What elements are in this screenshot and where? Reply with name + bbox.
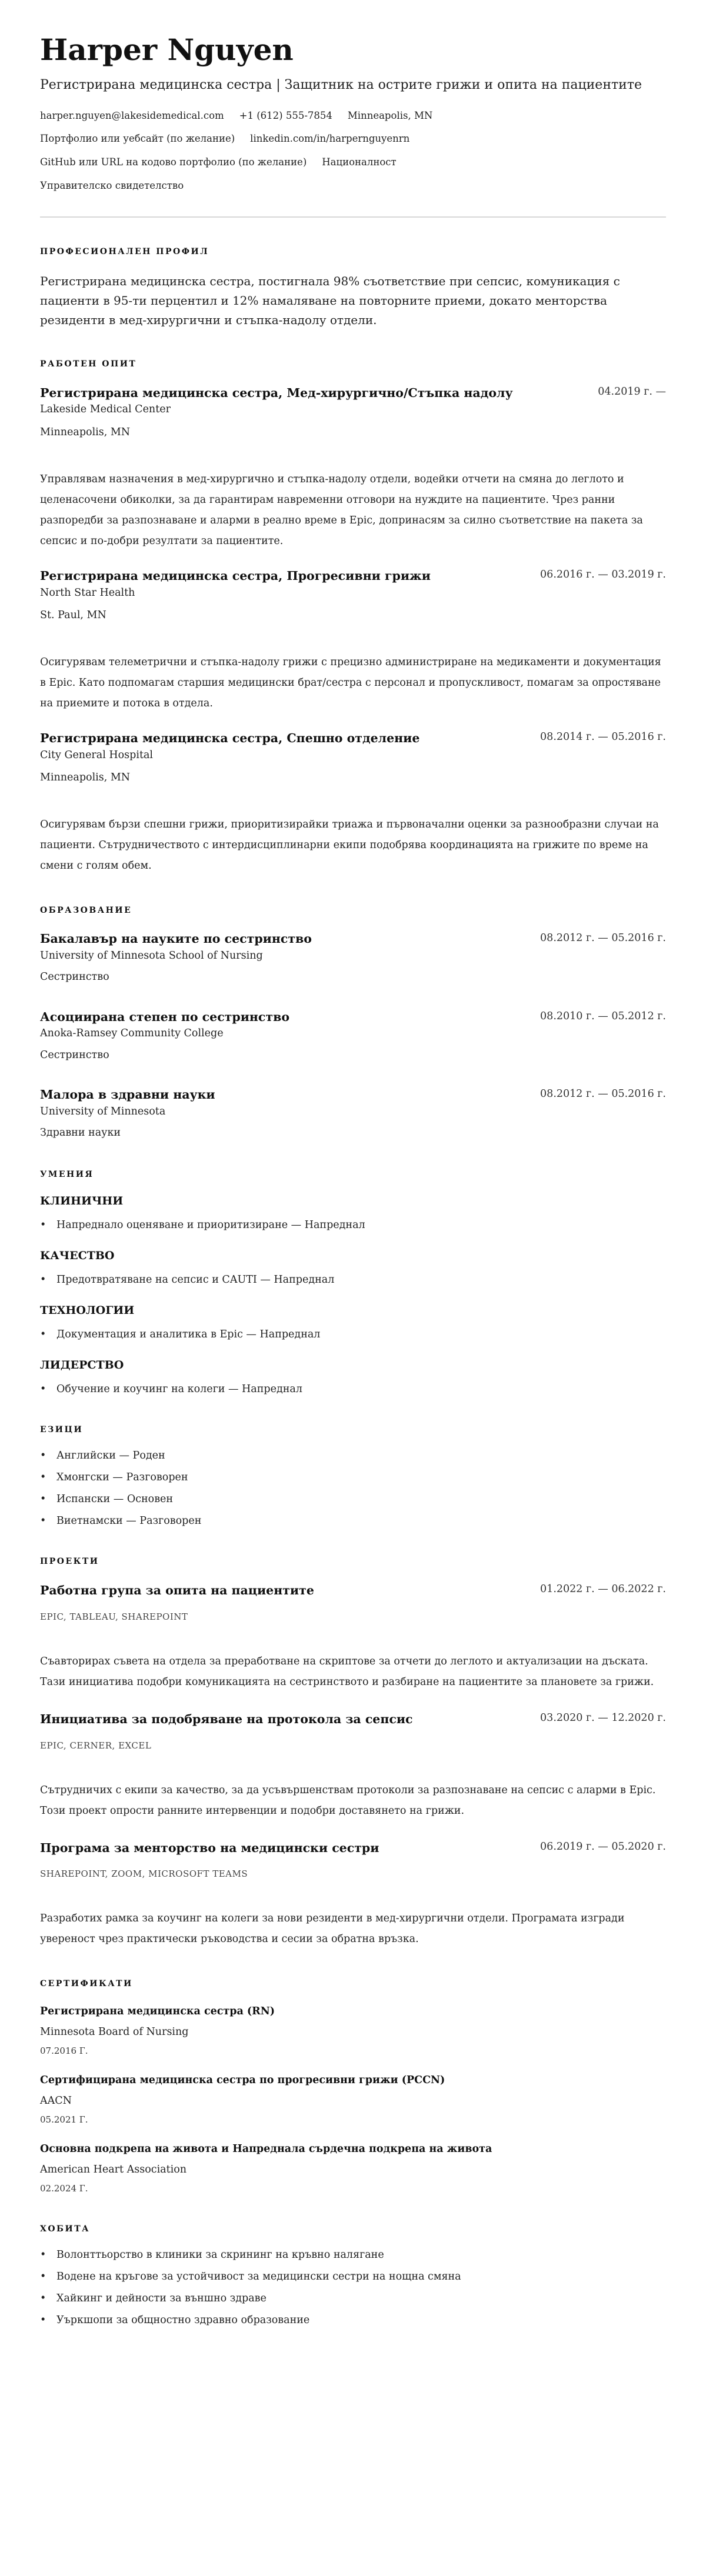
portfolio-link[interactable]: Портфолио или уебсайт (по желание)	[40, 133, 235, 145]
job-location: Minneapolis, MN	[40, 772, 131, 784]
headline: Регистрирана медицинска сестра | Защитник на острите грижи и опита на пациентите	[40, 77, 642, 92]
section-title: ОБРАЗОВАНИЕ	[40, 906, 132, 916]
nationality: Националност	[322, 156, 397, 168]
education-item	[40, 930, 666, 985]
linkedin-link[interactable]: linkedin.com/in/harpernguyenrn	[250, 133, 410, 145]
project-tech: EPIC, TABLEAU, SHAREPOINT	[40, 1611, 188, 1622]
education-dates: 08.2012 г. — 05.2016 г.	[540, 1087, 666, 1100]
skill-item: • Документация и аналитика в Epic — Напреднал	[40, 1329, 666, 1341]
section-title: ПРОФЕСИОНАЛЕН ПРОФИЛ	[40, 246, 209, 256]
certifications-section	[40, 1979, 666, 2195]
project-title: Програма за менторство на медицински сестри	[40, 1840, 379, 1855]
degree: Малора в здравни науки	[40, 1087, 215, 1102]
phone-link[interactable]: +1 (612) 555-7854	[239, 109, 332, 121]
field-of-study: Здравни науки	[40, 1126, 121, 1139]
section-title: РАБОТЕН ОПИТ	[40, 359, 137, 369]
skills-section	[40, 1170, 666, 1396]
certification-name: Сертифицирана медицинска сестра по прогресивни грижи (PCCN)	[40, 2074, 445, 2087]
job-location: Minneapolis, MN	[40, 426, 131, 438]
certification-issuer: Minnesota Board of Nursing	[40, 2026, 189, 2038]
project-title: Инициатива за подобряване на протокола за сепсис	[40, 1711, 413, 1726]
hobby-list	[40, 2249, 666, 2327]
section-title: ПРОЕКТИ	[40, 1557, 99, 1567]
project-item	[40, 1581, 666, 1693]
experience-section	[40, 359, 666, 877]
degree: Бакалавър на науките по сестринство	[40, 932, 312, 946]
education-item	[40, 1086, 666, 1140]
skill-category: ЛИДЕРСТВО	[40, 1359, 124, 1372]
certification-date: 05.2021 Г.	[40, 2114, 88, 2125]
certification-name: Регистрирана медицинска сестра (RN)	[40, 2006, 275, 2018]
job-location: St. Paul, MN	[40, 609, 106, 621]
project-dates: 03.2020 г. — 12.2020 г.	[540, 1711, 666, 1724]
project-item	[40, 1710, 666, 1821]
language-list	[40, 1450, 666, 1527]
resume-header	[40, 33, 666, 218]
project-description: Съавторирах съвета на отдела за преработване на скриптове за отчети до леглото и актуализации на дъската. Тази инициатива подобри комуникацията на сестринството и разбиране на пациентите за плановете за грижи.	[40, 1655, 654, 1688]
skill-category: КЛИНИЧНИ	[40, 1194, 124, 1208]
contact-info	[40, 110, 666, 192]
profile-summary: Регистрирана медицинска сестра, постигнала 98% съответствие при сепсис, комуникация с пациенти в 95-ти перцентил и 12% намаляване на повторните приеми, докато менторства резиденти в мед-хирургични и стъпка-надолу отдели.	[40, 273, 620, 327]
certification-issuer: AACN	[40, 2094, 72, 2107]
skill-list	[40, 1329, 666, 1341]
company: North Star Health	[40, 586, 135, 599]
hobby-item: • Хайкинг и дейности за външно здраве	[40, 2293, 666, 2305]
driving-license: Управителско свидетелство	[40, 179, 184, 191]
skill-item: • Предотвратяване на сепсис и CAUTI — Напреднал	[40, 1274, 666, 1286]
certification-date: 07.2016 Г.	[40, 2045, 88, 2056]
section-title: ХОБИТА	[40, 2224, 91, 2234]
job-title: Регистрирана медицинска сестра, Спешно отделение	[40, 731, 420, 746]
company: City General Hospital	[40, 749, 154, 761]
job-description: Управлявам назначения в мед-хирургично и стъпка-надолу отдели, водейки отчети на смяна до леглото и целенасочени обиколки, за да гарантирам навременни отговори на нуждите на пациентите. Чрез ранни разпоредби за разпознаване и аларми в реално време в Epic, допринасям за силно съответствие на пакета за сепсис и по-добри резултати за пациентите.	[40, 473, 643, 547]
hobby-item: • Волонттьорство в клиники за скрининг на кръвно налягане	[40, 2249, 666, 2261]
candidate-name: Harper Nguyen	[40, 32, 294, 67]
certification-date: 02.2024 Г.	[40, 2183, 88, 2194]
certification-issuer: American Heart Association	[40, 2163, 187, 2175]
project-description: Сътрудничих с екипи за качество, за да усъвършенствам протоколи за разпознаване на сепсис с аларми в Epic. Този проект опрости ранните интервенции и подобри доставянето на грижи.	[40, 1784, 656, 1817]
section-title: СЕРТИФИКАТИ	[40, 1979, 133, 1989]
github-link[interactable]: GitHub или URL на кодово портфолио (по желание)	[40, 156, 307, 168]
language-item: • Испански — Основен	[40, 1493, 666, 1506]
language-item: • Хмонгски — Разговорен	[40, 1471, 666, 1484]
job-description: Осигурявам телеметрични и стъпка-надолу грижи с прецизно администриране на медикаменти и документация в Epic. Като подпомагам старшия медицински брат/сестра с персонал и пропускливост, помагам за опростяване на приемите и потока в отдела.	[40, 656, 661, 710]
project-dates: 06.2019 г. — 05.2020 г.	[540, 1840, 666, 1853]
header-divider	[40, 216, 666, 218]
job-dates: 04.2019 г. —	[598, 385, 666, 398]
job-title: Регистрирана медицинска сестра, Мед-хирургично/Стъпка надолу	[40, 385, 513, 400]
contact-row	[40, 133, 666, 145]
education-item	[40, 1009, 666, 1063]
skill-category: КАЧЕСТВО	[40, 1249, 115, 1263]
section-title: УМЕНИЯ	[40, 1170, 94, 1180]
skill-list	[40, 1219, 666, 1232]
contact-row	[40, 180, 666, 192]
skill-category: ТЕХНОЛОГИИ	[40, 1304, 135, 1317]
project-tech: SHAREPOINT, ZOOM, MICROSOFT TEAMS	[40, 1868, 248, 1880]
project-dates: 01.2022 г. — 06.2022 г.	[540, 1583, 666, 1596]
education-dates: 08.2012 г. — 05.2016 г.	[540, 932, 666, 945]
certification-item	[40, 2073, 666, 2126]
education-section	[40, 906, 666, 1140]
profile-section	[40, 247, 666, 330]
project-title: Работна група за опита на пациентите	[40, 1583, 314, 1598]
skill-list	[40, 1274, 666, 1286]
section-title: ЕЗИЦИ	[40, 1425, 84, 1435]
skill-item: • Обучение и коучинг на колеги — Напреднал	[40, 1383, 666, 1396]
field-of-study: Сестринство	[40, 971, 109, 983]
hobby-item: • Водене на кръгове за устойчивост за медицински сестри на нощна смяна	[40, 2271, 666, 2283]
projects-section	[40, 1557, 666, 1950]
school: University of Minnesota	[40, 1105, 166, 1117]
certification-item	[40, 2004, 666, 2057]
project-tech: EPIC, CERNER, EXCEL	[40, 1740, 152, 1751]
field-of-study: Сестринство	[40, 1049, 109, 1061]
job-description: Осигурявам бързи спешни грижи, приоритизирайки триажа и първоначални оценки за разнообразни случаи на пациенти. Сътрудничеството с интердисциплинарни екипи подобрява координацията на грижите по време на смени с голям обем.	[40, 819, 659, 872]
certification-item	[40, 2141, 666, 2195]
job-dates: 08.2014 г. — 05.2016 г.	[540, 731, 666, 743]
degree: Асоциирана степен по сестринство	[40, 1009, 290, 1024]
experience-item	[40, 729, 666, 876]
project-item	[40, 1839, 666, 1950]
school: Anoka-Ramsey Community College	[40, 1027, 224, 1040]
location: Minneapolis, MN	[347, 109, 433, 121]
experience-item	[40, 567, 666, 714]
email-link[interactable]: harper.nguyen@lakesidemedical.com	[40, 109, 224, 121]
company: Lakeside Medical Center	[40, 403, 171, 416]
skill-list	[40, 1383, 666, 1396]
language-item: • Виетнамски — Разговорен	[40, 1515, 666, 1527]
skill-item: • Напреднало оценяване и приоритизиране — Напреднал	[40, 1219, 666, 1232]
language-item: • Английски — Роден	[40, 1450, 666, 1462]
hobby-item: • Уъркшопи за общностно здравно образование	[40, 2314, 666, 2327]
school: University of Minnesota School of Nursing	[40, 950, 263, 962]
education-dates: 08.2010 г. — 05.2012 г.	[540, 1010, 666, 1022]
job-dates: 06.2016 г. — 03.2019 г.	[540, 568, 666, 580]
certification-name: Основна подкрепа на живота и Напреднала сърдечна подкрепа на живота	[40, 2143, 492, 2155]
languages-section	[40, 1425, 666, 1527]
job-title: Регистрирана медицинска сестра, Прогресивни грижи	[40, 568, 431, 583]
contact-row	[40, 156, 666, 168]
hobbies-section	[40, 2224, 666, 2327]
project-description: Разработих рамка за коучинг на колеги за нови резиденти в мед-хирургични отдели. Програмата изгради увереност чрез практически ръководства и сесии за обратна връзка.	[40, 1913, 625, 1946]
experience-item	[40, 384, 666, 552]
contact-row	[40, 110, 666, 122]
